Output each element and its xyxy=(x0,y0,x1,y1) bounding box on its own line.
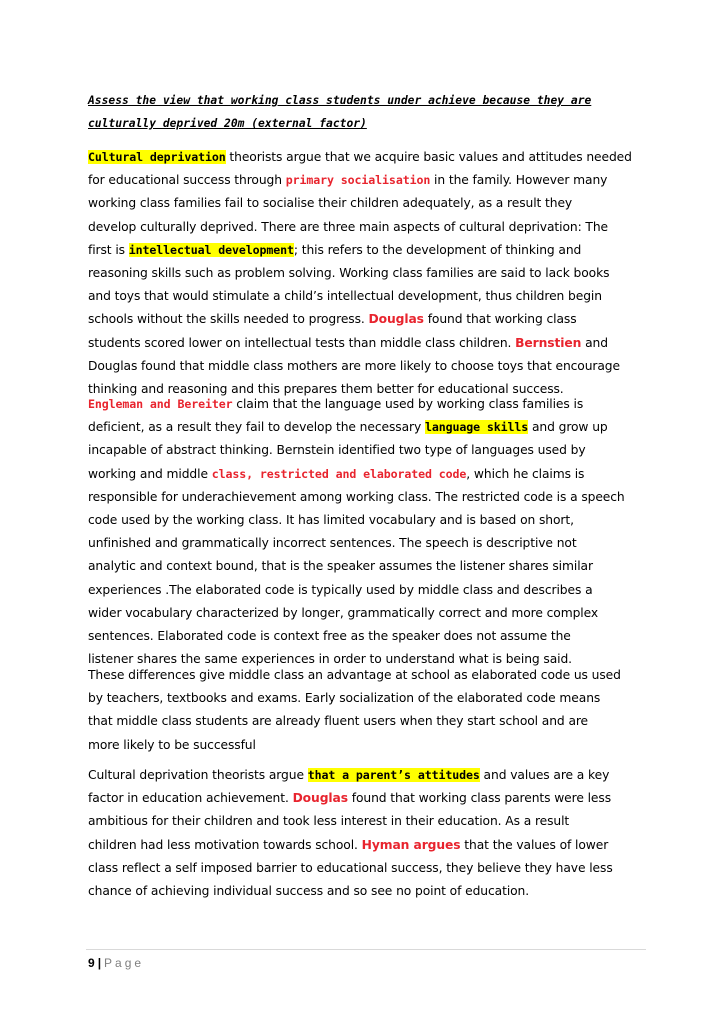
red-term: Douglas xyxy=(292,791,348,806)
text-line: reasoning skills such as problem solving. Working class families are said to lack books xyxy=(88,266,610,281)
red-term: Douglas xyxy=(368,312,424,327)
text-line xyxy=(88,393,650,416)
paragraph-parental-attitudes xyxy=(88,764,650,903)
footer-divider xyxy=(86,949,646,950)
text-line xyxy=(88,787,650,810)
text-line xyxy=(88,332,650,355)
text-run: claim that the language used by working class families is xyxy=(232,397,584,411)
red-term: Engleman and Bereiter xyxy=(88,397,233,411)
text-line: sentences. Elaborated code is context free as the speaker does not assume the xyxy=(88,629,571,644)
text-line: chance of achieving individual success and so see no point of education. xyxy=(88,884,530,899)
text-line: by teachers, textbooks and exams. Early socialization of the elaborated code means xyxy=(88,691,601,706)
text-run: factor in education achievement. xyxy=(88,791,293,806)
text-run: , which he claims is xyxy=(466,466,585,481)
red-term: Bernstien xyxy=(515,335,582,350)
text-run: deficient, as a result they fail to develop the necessary xyxy=(88,420,425,435)
text-line xyxy=(88,416,650,439)
text-run: theorists argue that we acquire basic values and attitudes needed xyxy=(225,150,632,164)
red-term: Hyman argues xyxy=(361,837,461,852)
text-line xyxy=(88,463,650,486)
text-run: and values are a key xyxy=(479,768,610,782)
page-footer xyxy=(88,956,144,970)
text-run: students scored lower on intellectual tests than middle class children. xyxy=(88,335,516,350)
text-run: ; this refers to the development of thinking and xyxy=(293,242,582,257)
text-run: first is xyxy=(88,242,129,257)
text-run: found that working class parents were less xyxy=(347,791,611,806)
text-line: wider vocabulary characterized by longer, grammatically correct and more complex xyxy=(88,605,599,620)
red-term: primary socialisation xyxy=(285,173,431,188)
highlight-term: language skills xyxy=(424,420,529,435)
text-run: found that working class xyxy=(423,312,577,327)
text-line xyxy=(88,146,650,169)
text-line: These differences give middle class an advantage at school as elaborated code us used xyxy=(88,668,621,682)
text-line: and toys that would stimulate a child’s intellectual development, thus children begin xyxy=(88,289,602,304)
text-line: class reflect a self imposed barrier to educational success, they believe they have less xyxy=(88,860,613,875)
text-run: that the values of lower xyxy=(460,837,609,852)
paragraph-language xyxy=(88,393,650,671)
text-line: experiences .The elaborated code is typically used by middle class and describes a xyxy=(88,582,593,597)
text-line: unfinished and grammatically incorrect sentences. The speech is descriptive not xyxy=(88,536,577,551)
text-line xyxy=(88,764,650,787)
highlight-term: intellectual development xyxy=(128,242,294,257)
essay-title xyxy=(88,89,648,135)
text-line: analytic and context bound, that is the speaker assumes the listener shares similar xyxy=(88,559,593,574)
footer-separator: | xyxy=(97,956,102,970)
text-run: Cultural deprivation theorists argue xyxy=(88,768,308,782)
text-line: working class families fail to socialise their children adequately, as a result they xyxy=(88,196,573,211)
text-run: working and middle xyxy=(88,466,212,481)
text-line: more likely to be successful xyxy=(88,737,256,752)
text-run: children had less motivation towards school. xyxy=(88,837,362,852)
text-line xyxy=(88,169,650,192)
text-line: develop culturally deprived. There are three main aspects of cultural deprivation: The xyxy=(88,219,608,234)
page-label: Page xyxy=(104,956,145,970)
title-line: Assess the view that working class students under achieve because they are xyxy=(88,94,592,107)
text-run: schools without the skills needed to progress. xyxy=(88,312,369,327)
text-line: code used by the working class. It has limited vocabulary and is based on short, xyxy=(88,513,574,528)
title-line: culturally deprived 20m (external factor) xyxy=(88,117,367,130)
text-line: responsible for underachievement among working class. The restricted code is a speech xyxy=(88,489,625,504)
highlight-term: Cultural deprivation xyxy=(88,150,226,164)
text-line: thinking and reasoning and this prepares them better for educational success. xyxy=(88,382,564,397)
text-line: incapable of abstract thinking. Bernstein identified two type of languages used by xyxy=(88,443,586,458)
text-run: and xyxy=(581,335,608,350)
text-run: in the family. However many xyxy=(430,173,608,188)
text-line: that middle class students are already fluent users when they start school and are xyxy=(88,714,589,729)
text-line: listener shares the same experiences in order to understand what is being said. xyxy=(88,652,572,667)
text-run: and grow up xyxy=(528,420,608,435)
page-number: 9 xyxy=(88,956,95,970)
text-line xyxy=(88,308,650,331)
text-line xyxy=(88,239,650,262)
text-line: Douglas found that middle class mothers are more likely to choose toys that encourage xyxy=(88,358,620,373)
red-term: class, restricted and elaborated code xyxy=(211,466,467,481)
text-line xyxy=(88,834,650,857)
paragraph-advantage xyxy=(88,664,650,757)
highlight-term: that a parent’s attitudes xyxy=(307,768,480,782)
text-line: ambitious for their children and took less interest in their education. As a result xyxy=(88,814,570,829)
text-run: for educational success through xyxy=(88,173,286,188)
paragraph-cultural-deprivation xyxy=(88,146,650,401)
